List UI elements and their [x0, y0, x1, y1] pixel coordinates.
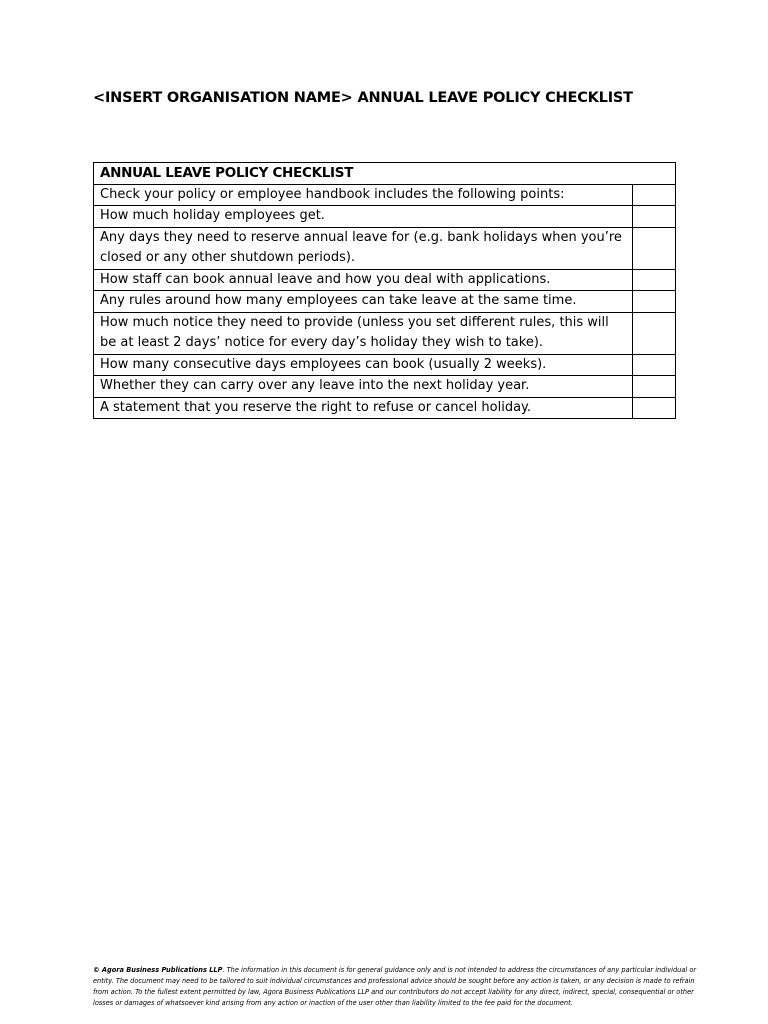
checklist-row	[94, 312, 676, 354]
checklist-table	[93, 162, 676, 419]
checklist-checkbox-cell[interactable]	[633, 397, 676, 419]
checklist-checkbox-cell[interactable]	[633, 227, 676, 269]
footer-copyright: © Agora Business Publications LLP	[93, 966, 223, 974]
checklist-row	[94, 269, 676, 291]
checklist-row	[94, 184, 676, 206]
checklist-row	[94, 227, 676, 269]
checklist-checkbox-cell[interactable]	[633, 312, 676, 354]
checklist-item-text: Check your policy or employee handbook includes the following points:	[94, 184, 633, 206]
checklist-checkbox-cell[interactable]	[633, 291, 676, 313]
checklist-checkbox-cell[interactable]	[633, 269, 676, 291]
checklist-row	[94, 291, 676, 313]
checklist-checkbox-cell[interactable]	[633, 354, 676, 376]
checklist-item-text: How much notice they need to provide (unless you set different rules, this will be at least 2 days’ notice for every day’s holiday they wish to take).	[94, 312, 633, 354]
checklist-item-text: Any days they need to reserve annual leave for (e.g. bank holidays when you’re closed or any other shutdown periods).	[94, 227, 633, 269]
checklist-row	[94, 397, 676, 419]
checklist-item-text: Any rules around how many employees can take leave at the same time.	[94, 291, 633, 313]
checklist-row	[94, 354, 676, 376]
checklist-item-text: How much holiday employees get.	[94, 206, 633, 228]
document-title: <INSERT ORGANISATION NAME> ANNUAL LEAVE POLICY CHECKLIST	[93, 90, 633, 106]
checklist-item-text: A statement that you reserve the right to refuse or cancel holiday.	[94, 397, 633, 419]
checklist-row	[94, 376, 676, 398]
footer-disclaimer	[93, 965, 699, 1009]
checklist-checkbox-cell[interactable]	[633, 184, 676, 206]
checklist-header: ANNUAL LEAVE POLICY CHECKLIST	[94, 163, 676, 185]
checklist-checkbox-cell[interactable]	[633, 206, 676, 228]
checklist-item-text: Whether they can carry over any leave into the next holiday year.	[94, 376, 633, 398]
checklist-item-text: How many consecutive days employees can book (usually 2 weeks).	[94, 354, 633, 376]
checklist-item-text: How staff can book annual leave and how you deal with applications.	[94, 269, 633, 291]
footer-disclaimer-text: . The information in this document is for general guidance only and is not intended to address the circumstances of any particular individual or entity. The document may need to be tailored to suit individual circumstances and professional advice should be sought before any action is taken, or any decision is made to refrain from action. To the fullest extent permitted by law, Agora Business Publications LLP and our contributors do not accept liability for any direct, indirect, special, consequential or other losses or damages of whatsoever kind arising from any action or inaction of the user other than liability limited to the fee paid for the document.	[93, 966, 697, 1007]
checklist-checkbox-cell[interactable]	[633, 376, 676, 398]
checklist-row	[94, 206, 676, 228]
checklist-header-row	[94, 163, 676, 185]
